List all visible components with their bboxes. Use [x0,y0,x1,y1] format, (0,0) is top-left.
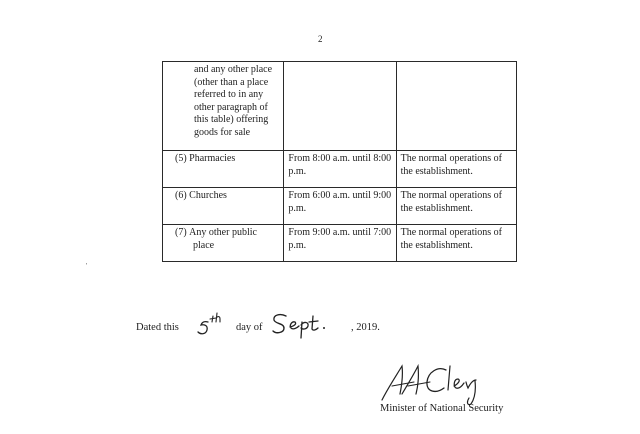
hours-cell [284,62,396,151]
dated-middle: day of [236,322,263,333]
operations-cell: The normal operations of the establishment. [396,151,516,188]
handwritten-day [196,310,226,338]
table-row [163,62,517,151]
establishment-label: Pharmacies [189,153,236,164]
row-number: (5) [175,153,187,164]
table-row [163,225,517,262]
establishment-label: Churches [189,190,227,201]
handwritten-month [270,310,344,340]
margin-mark: ' [86,262,88,270]
operations-cell: The normal operations of the establishment. [396,188,516,225]
establishment-cell [163,225,284,262]
operations-cell [396,62,516,151]
table-row [163,188,517,225]
table-row [163,151,517,188]
dated-year: , 2019. [351,322,380,333]
row-number: (6) [175,190,187,201]
row-number: (7) [175,227,187,238]
dated-prefix: Dated this [136,322,179,333]
hours-cell: From 6:00 a.m. until 9:00 p.m. [284,188,396,225]
establishment-cell: and any other place (other than a place referred to in any other paragraph of this table) offering goods for sale [163,62,284,151]
establishment-label: Any other public place [189,227,257,251]
opening-hours-table [162,61,517,262]
establishment-cell [163,151,284,188]
operations-cell: The normal operations of the establishment. [396,225,516,262]
page-number: 2 [318,34,323,44]
establishment-cell [163,188,284,225]
minister-title: Minister of National Security [380,403,504,414]
hours-cell: From 8:00 a.m. until 8:00 p.m. [284,151,396,188]
hours-cell: From 9:00 a.m. until 7:00 p.m. [284,225,396,262]
minister-signature [372,360,502,408]
